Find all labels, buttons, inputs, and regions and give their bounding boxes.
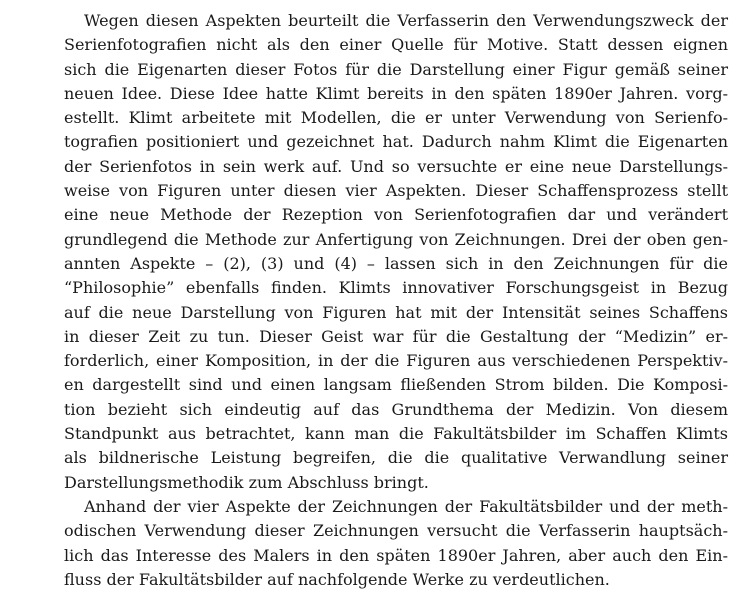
- text-line: neuen Idee. Diese Idee hatte Klimt bereits in den späten 1890er Jahren. vorg-: [64, 83, 728, 103]
- text-line: Serienfotografien nicht als den einer Quelle für Motive. Statt dessen eignen: [64, 35, 728, 55]
- text-line: “Philosophie” ebenfalls finden. Klimts innovativer Forschungsgeist in Bezug: [64, 278, 728, 298]
- text-line: Standpunkt aus betrachtet, kann man die Fakultätsbilder im Schaffen Klimts: [64, 424, 728, 444]
- text-line: Wegen diesen Aspekten beurteilt die Verfasserin den Verwendungszweck der: [84, 11, 728, 30]
- text-line: eine neue Methode der Rezeption von Serienfotografien dar und verändert: [64, 205, 728, 225]
- paragraph-2: [64, 495, 728, 592]
- document-page: [64, 9, 728, 592]
- text-line: grundlegend die Methode zur Anfertigung von Zeichnungen. Drei der oben gen-: [64, 229, 728, 249]
- text-line: sich die Eigenarten dieser Fotos für die Darstellung einer Figur gemäß seiner: [64, 59, 728, 79]
- text-line: weise von Figuren unter diesen vier Aspekten. Dieser Schaffensprozess stellt: [64, 181, 728, 201]
- text-line: tografien positioniert und gezeichnet hat. Dadurch nahm Klimt die Eigenarten: [64, 132, 728, 152]
- paragraph-1: [64, 9, 728, 495]
- text-line: forderlich, einer Komposition, in der die Figuren aus verschiedenen Perspektiv-: [64, 351, 728, 371]
- text-line: estellt. Klimt arbeitete mit Modellen, die er unter Verwendung von Serienfo-: [64, 108, 728, 128]
- text-line: tion bezieht sich eindeutig auf das Grundthema der Medizin. Von diesem: [64, 399, 728, 419]
- text-line: der Serienfotos in sein werk auf. Und so versuchte er eine neue Darstellungs-: [64, 156, 728, 176]
- text-line: Darstellungsmethodik zum Abschluss bringt.: [64, 472, 429, 492]
- text-line: annten Aspekte – (2), (3) und (4) – lassen sich in den Zeichnungen für die: [64, 253, 728, 273]
- text-line: als bildnerische Leistung begreifen, die die qualitative Verwandlung seiner: [64, 448, 728, 468]
- text-line: en dargestellt sind und einen langsam fließenden Strom bilden. Die Komposi-: [64, 375, 728, 395]
- text-line: auf die neue Darstellung von Figuren hat mit der Intensität seines Schaffens: [64, 302, 728, 322]
- text-line: Anhand der vier Aspekte der Zeichnungen der Fakultätsbilder und der meth-: [84, 496, 728, 516]
- text-line: in dieser Zeit zu tun. Dieser Geist war für die Gestaltung der “Medizin” er-: [64, 326, 728, 346]
- text-line: lich das Interesse des Malers in den späten 1890er Jahren, aber auch den Ein-: [64, 545, 728, 565]
- text-line: fluss der Fakultätsbilder auf nachfolgende Werke zu verdeutlichen.: [64, 569, 610, 589]
- text-line: odischen Verwendung dieser Zeichnungen versucht die Verfasserin hauptsäch-: [64, 521, 728, 541]
